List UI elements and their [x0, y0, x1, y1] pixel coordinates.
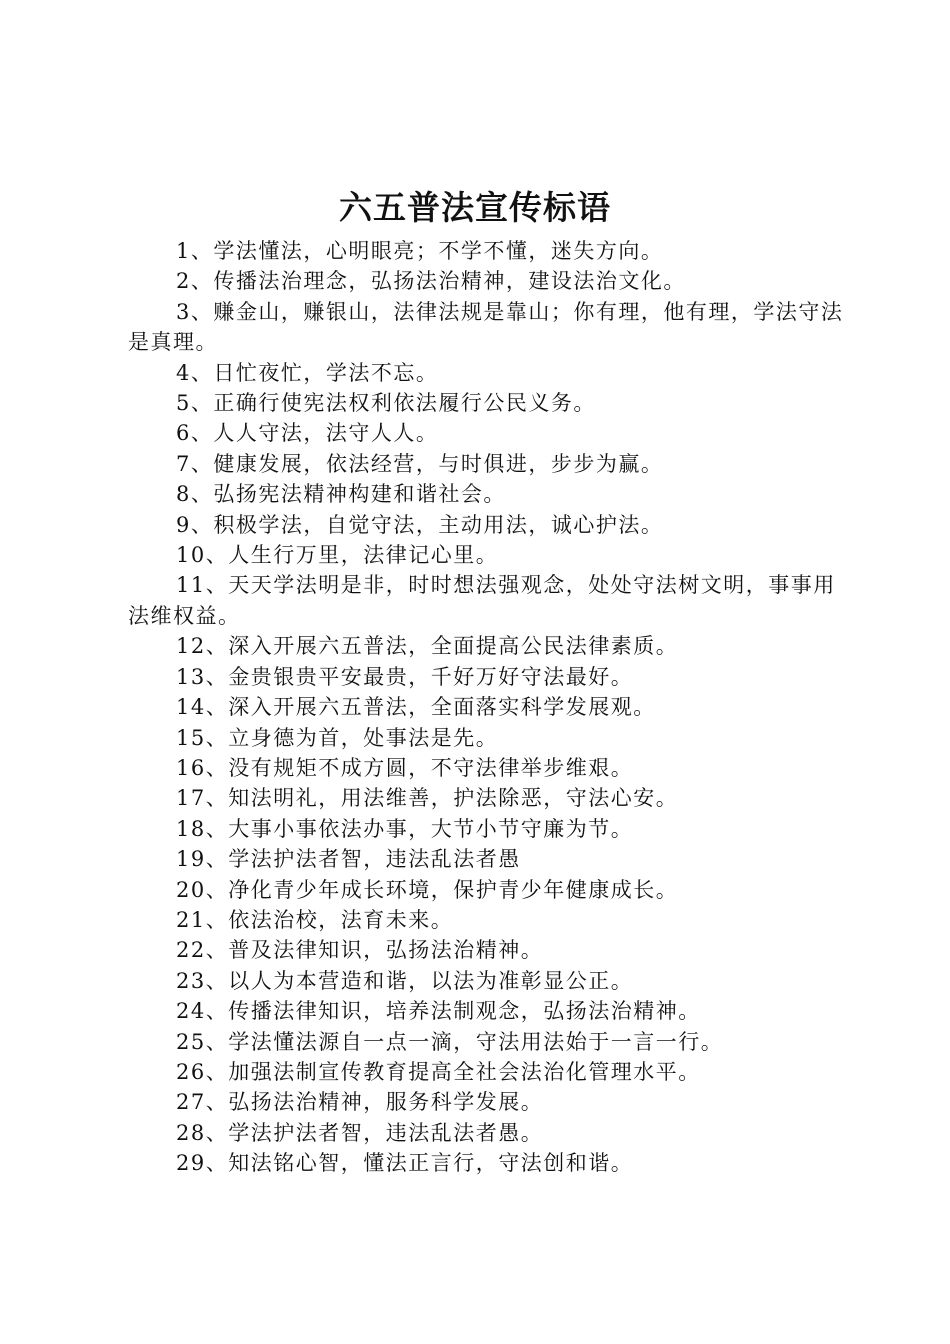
slogan-item-10: 10、人生行万里，法律记心里。 [176, 543, 499, 568]
slogan-item-4: 4、日忙夜忙，学法不忘。 [176, 360, 439, 385]
slogan-item-19: 19、学法护法者智，违法乱法者愚 [176, 847, 521, 872]
slogan-item-7: 7、健康发展，依法经营，与时俱进，步步为赢。 [176, 451, 664, 476]
slogan-item-2: 2、传播法治理念，弘扬法治精神，建设法治文化。 [176, 269, 686, 294]
slogan-list [128, 236, 850, 1179]
slogan-item-21: 21、依法治校，法育未来。 [176, 907, 454, 932]
slogan-item-28: 28、学法护法者智，违法乱法者愚。 [176, 1120, 544, 1145]
slogan-item-9: 9、积极学法，自觉守法，主动用法，诚心护法。 [176, 512, 664, 537]
slogan-item-15: 15、立身德为首，处事法是先。 [176, 725, 499, 750]
slogan-item-25: 25、学法懂法源自一点一滴，守法用法始于一言一行。 [176, 1029, 724, 1054]
slogan-item-3: 3、赚金山，赚银山，法律法规是靠山；你有理，他有理，学法守法是真理。 [128, 299, 844, 355]
slogan-item-5: 5、正确行使宪法权利依法履行公民义务。 [176, 391, 596, 416]
slogan-item-12: 12、深入开展六五普法，全面提高公民法律素质。 [176, 634, 679, 659]
slogan-item-11: 11、天天学法明是非，时时想法强观念，处处守法树文明，事事用法维权益。 [128, 573, 836, 628]
slogan-item-24: 24、传播法律知识，培养法制观念，弘扬法治精神。 [176, 999, 701, 1024]
slogan-item-27: 27、弘扬法治精神，服务科学发展。 [176, 1090, 544, 1115]
document-title: 六五普法宣传标语 [339, 188, 611, 227]
slogan-item-26: 26、加强法制宣传教育提高全社会法治化管理水平。 [176, 1059, 701, 1084]
slogan-item-23: 23、以人为本营造和谐，以法为准彰显公正。 [176, 968, 634, 993]
slogan-item-8: 8、弘扬宪法精神构建和谐社会。 [176, 482, 506, 507]
slogan-item-6: 6、人人守法，法守人人。 [176, 421, 439, 446]
slogan-item-13: 13、金贵银贵平安最贵，千好万好守法最好。 [176, 664, 634, 689]
slogan-item-14: 14、深入开展六五普法，全面落实科学发展观。 [176, 695, 656, 720]
slogan-item-17: 17、知法明礼，用法维善，护法除恶，守法心安。 [176, 786, 679, 811]
slogan-item-18: 18、大事小事依法办事，大节小节守廉为节。 [176, 816, 634, 841]
slogan-item-16: 16、没有规矩不成方圆，不守法律举步维艰。 [176, 755, 634, 780]
slogan-item-20: 20、净化青少年成长环境，保护青少年健康成长。 [176, 877, 679, 902]
slogan-item-22: 22、普及法律知识，弘扬法治精神。 [176, 938, 544, 963]
slogan-item-1: 1、学法懂法，心明眼亮；不学不懂，迷失方向。 [176, 239, 664, 263]
slogan-item-29: 29、知法铭心智，懂法正言行，守法创和谐。 [176, 1151, 634, 1176]
